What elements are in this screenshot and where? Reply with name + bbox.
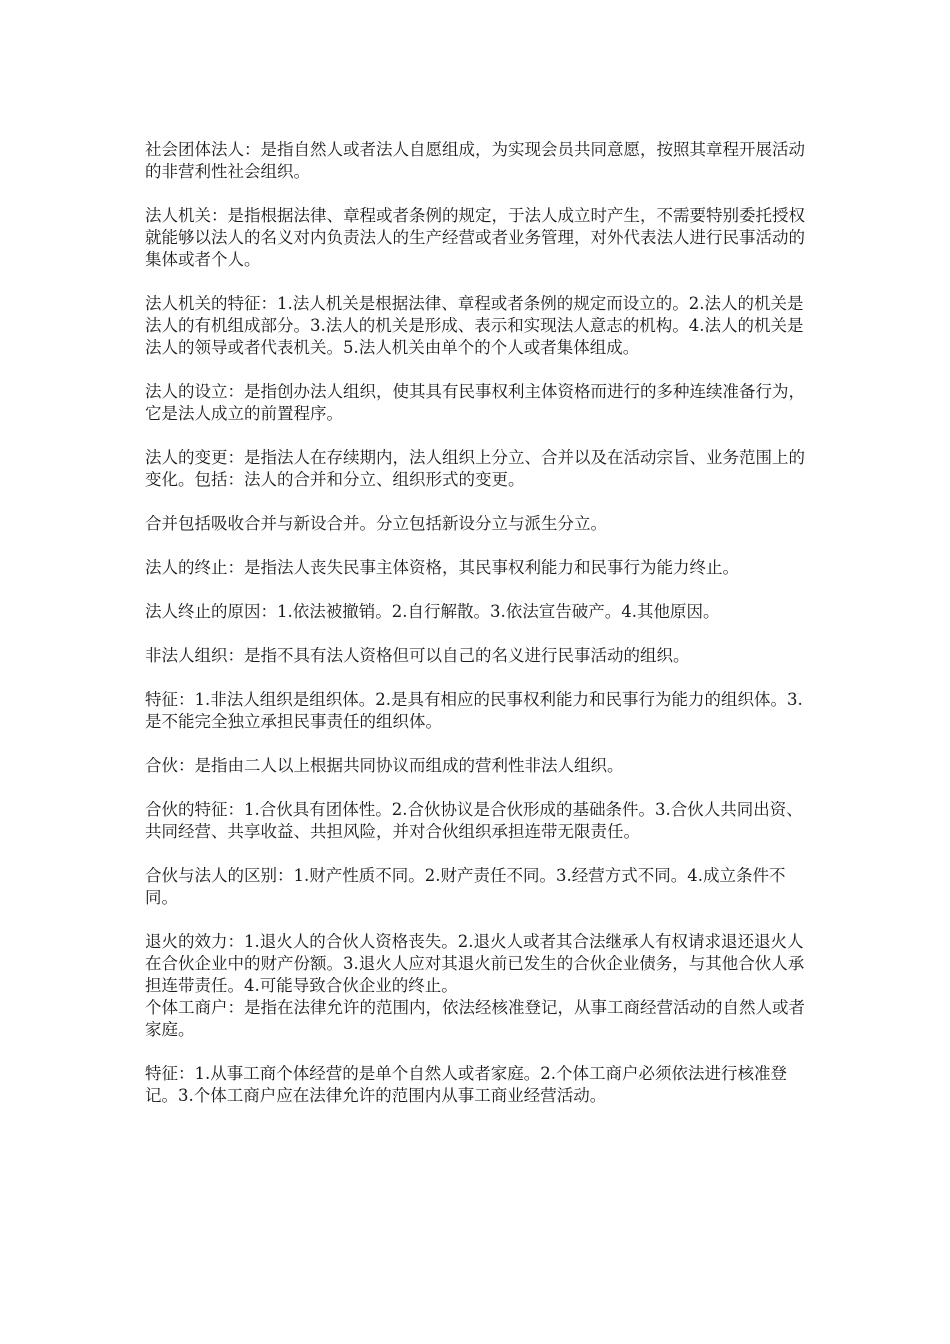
paragraph-merger-division: 合并包括吸收合并与新设合并。分立包括新设分立与派生分立。 (145, 514, 607, 533)
paragraph-withdrawal-effect: 退火的效力：1.退火人的合伙人资格丧失。2.退火人或者其合法继承人有权请求退还退火人在合伙企业中的财产份额。3.退火人应对其退火前已发生的合伙企业债务，与其他合伙人承担连带责任。4.可能导致合伙企业的终止。 (145, 932, 805, 995)
paragraph-legal-person-establishment: 法人的设立：是指创办法人组织，使其具有民事权利主体资格而进行的多种连续准备行为，它是法人成立的前置程序。 (145, 382, 805, 423)
paragraph-legal-person-termination: 法人的终止：是指法人丧失民事主体资格，其民事权利能力和民事行为能力终止。 (145, 558, 739, 577)
paragraph-individual-business-features: 特征：1.从事工商个体经营的是单个自然人或者家庭。2.个体工商户必须依法进行核准登记。3.个体工商户应在法律允许的范围内从事工商业经营活动。 (145, 1064, 787, 1105)
paragraph-termination-reasons: 法人终止的原因：1.依法被撤销。2.自行解散。3.依法宣告破产。4.其他原因。 (145, 602, 720, 621)
document-page (145, 139, 810, 1129)
paragraph-social-organization-legal-person: 社会团体法人：是指自然人或者法人自愿组成，为实现会员共同意愿，按照其章程开展活动的非营利性社会组织。 (145, 140, 805, 181)
paragraph-individual-business: 个体工商户：是指在法律允许的范围内，依法经核准登记，从事工商经营活动的自然人或者家庭。 (145, 998, 805, 1039)
paragraph-legal-person-organ: 法人机关：是指根据法律、章程或者条例的规定，于法人成立时产生，不需要特别委托授权就能够以法人的名义对内负责法人的生产经营或者业务管理，对外代表法人进行民事活动的集体或者个人。 (145, 206, 805, 269)
paragraph-legal-person-change: 法人的变更：是指法人在存续期内，法人组织上分立、合并以及在活动宗旨、业务范围上的变化。包括：法人的合并和分立、组织形式的变更。 (145, 448, 805, 489)
paragraph-unincorporated-organization: 非法人组织：是指不具有法人资格但可以自己的名义进行民事活动的组织。 (145, 646, 690, 665)
paragraph-unincorporated-features: 特征：1.非法人组织是组织体。2.是具有相应的民事权利能力和民事行为能力的组织体。3.是不能完全独立承担民事责任的组织体。 (145, 690, 803, 731)
paragraph-partnership: 合伙：是指由二人以上根据共同协议而组成的营利性非法人组织。 (145, 756, 624, 775)
paragraph-partnership-features: 合伙的特征：1.合伙具有团体性。2.合伙协议是合伙形成的基础条件。3.合伙人共同出资、共同经营、共享收益、共担风险，并对合伙组织承担连带无限责任。 (145, 800, 803, 841)
paragraph-legal-person-organ-features: 法人机关的特征：1.法人机关是根据法律、章程或者条例的规定而设立的。2.法人的机关是法人的有机组成部分。3.法人的机关是形成、表示和实现法人意志的机构。4.法人的机关是法人的领导或者代表机关。5.法人机关由单个的个人或者集体组成。 (145, 294, 804, 357)
paragraph-partnership-vs-legal-person: 合伙与法人的区别：1.财产性质不同。2.财产责任不同。3.经营方式不同。4.成立条件不同。 (145, 866, 786, 907)
